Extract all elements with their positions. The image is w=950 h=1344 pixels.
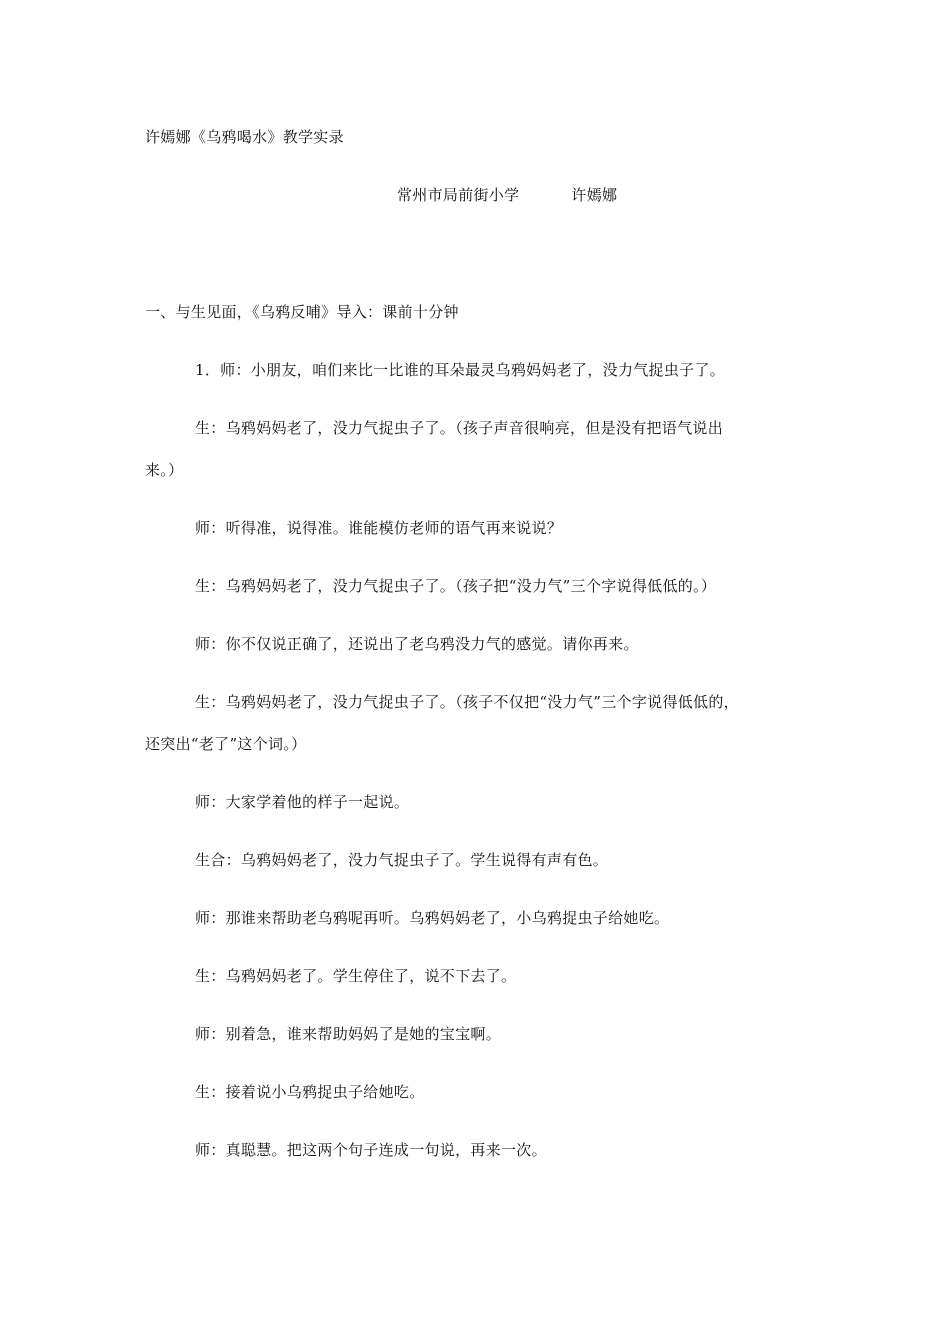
paragraph: 生：乌鸦妈妈老了，没力气捉虫子了。（孩子声音很响亮，但是没有把语气说出 [195,419,724,437]
paragraph-continuation: 还突出“老了”这个词。） [145,735,307,753]
paragraph-continuation: 来。） [145,461,184,479]
paragraph: 生：乌鸦妈妈老了。学生停住了，说不下去了。 [195,967,517,985]
paragraph: 生合：乌鸦妈妈老了，没力气捉虫子了。学生说得有声有色。 [195,851,609,869]
paragraph: 师：大家学着他的样子一起说。 [195,793,410,811]
school-name: 常州市局前街小学 [397,186,520,204]
paragraph: 生：乌鸦妈妈老了，没力气捉虫子了。（孩子把“没力气”三个字说得低低的。） [195,577,717,595]
paragraph: 师：别着急，谁来帮助妈妈了是她的宝宝啊。 [195,1025,502,1043]
paragraph: 师：你不仅说正确了，还说出了老乌鸦没力气的感觉。请你再来。 [195,635,639,653]
paragraph: 师：那谁来帮助老乌鸦呢再听。乌鸦妈妈老了，小乌鸦捉虫子给她吃。 [195,909,670,927]
paragraph: 生：乌鸦妈妈老了，没力气捉虫子了。（孩子不仅把“没力气”三个字说得低低的， [195,693,739,711]
section-heading: 一、与生见面，《乌鸦反哺》导入：课前十分钟 [145,303,459,321]
author-name: 许嫣娜 [571,186,618,204]
document-title: 许嫣娜《乌鸦喝水》教学实录 [145,128,344,146]
paragraph: 1．师：小朋友，咱们来比一比谁的耳朵最灵乌鸦妈妈老了，没力气捉虫子了。 [195,361,726,379]
paragraph: 生：接着说小乌鸦捉虫子给她吃。 [195,1083,425,1101]
author-line [397,185,617,205]
paragraph: 师：听得准，说得准。谁能模仿老师的语气再来说说？ [195,519,563,537]
paragraph: 师：真聪慧。把这两个句子连成一句说，再来一次。 [195,1141,547,1159]
